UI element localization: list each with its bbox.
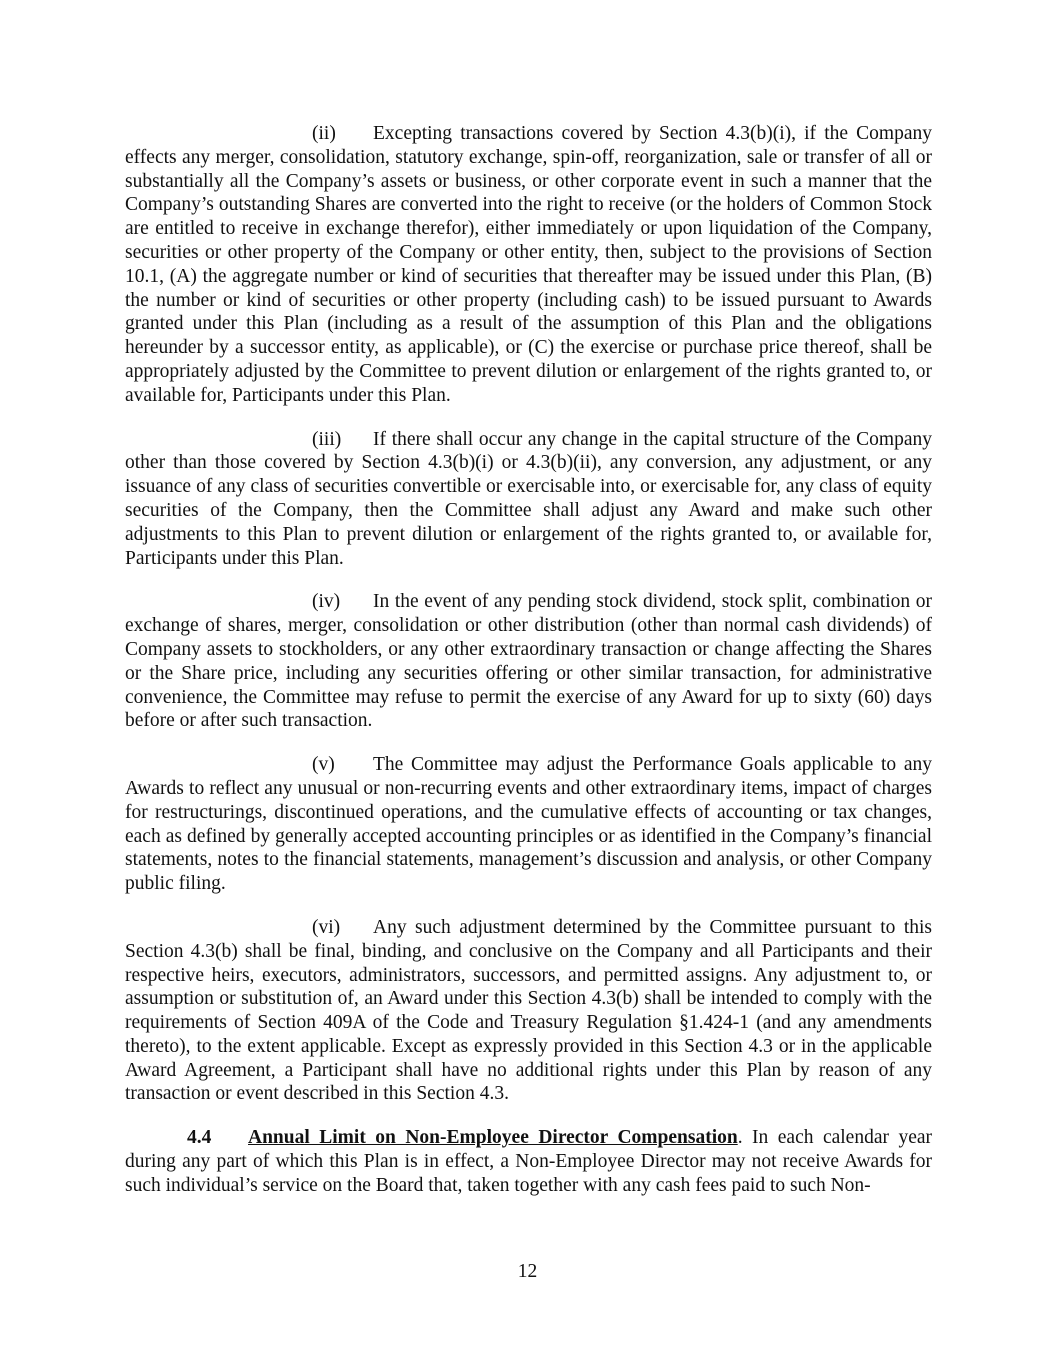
subsection-vi	[125, 916, 932, 1106]
section-4-4	[125, 1126, 932, 1197]
section-text: . In each calendar year during any part of which this Plan is in effect, a Non-Employee Director may not receive Awards for such individual’s service on the Board that, taken together with any cash fees paid to such Non-	[125, 1127, 932, 1196]
subsection-number: (vi)	[312, 916, 341, 938]
subsection-iii	[125, 428, 932, 571]
section-number: 4.4	[187, 1127, 212, 1149]
subsection-text: Any such adjustment determined by the Committee pursuant to this Section 4.3(b) shall be final, binding, and conclusive on the Company and all Participants and their respective heirs, executors, administrators, successors, and permitted assigns. Any adjustment to, or assumption or substitution of, an Award under this Section 4.3(b) shall be intended to comply with the requirements of Section 409A of the Code and Treasury Regulation §1.424-1 (and any amendments thereto), to the extent applicable. Except as expressly provided in this Section 4.3 or in the applicable Award Agreement, a Participant shall have no additional rights under this Plan by reason of any transaction or event described in this Section 4.3.	[125, 916, 932, 1105]
section-title: Annual Limit on Non-Employee Director Compensation	[248, 1127, 738, 1149]
subsection-number: (ii)	[312, 123, 336, 144]
page-number: 12	[517, 1261, 538, 1282]
subsection-number: (iv)	[312, 591, 341, 613]
subsection-text: Excepting transactions covered by Section 4.3(b)(i), if the Company effects any merger, consolidation, statutory exchange, spin-off, reorganization, sale or transfer of all or substantially all the Company’s assets or business, or other corporate event in such a manner that the Company’s outstanding Shares are converted into the right to receive (or the holders of Common Stock are entitled to receive in exchange therefor), either immediately or upon liquidation of the Company, securities or other property of the Company or other entity, then, subject to the provisions of Section 10.1, (A) the aggregate number or kind of securities that thereafter may be issued under this Plan, (B) the number or kind of securities or other property (including cash) to be issued pursuant to Awards granted under this Plan (including as a result of the assumption of this Plan and the obligations hereunder by a successor entity, as applicable), or (C) the exercise or purchase price thereof, shall be appropriately adjusted by the Committee to prevent dilution or enlargement of the rights granted to, or available for, Participants under this Plan.	[125, 123, 932, 406]
subsection-number: (iii)	[312, 428, 342, 450]
subsection-number: (v)	[312, 754, 335, 776]
subsection-text: If there shall occur any change in the capital structure of the Company other than those covered by Section 4.3(b)(i) or 4.3(b)(ii), any conversion, any adjustment, or any issuance of any class of securities convertible or exercisable into, or exercisable for, any class of equity securities of the Company, then the Committee shall adjust any Award and make such other adjustments to this Plan to prevent dilution or enlargement of the rights granted to, or available for, Participants under this Plan.	[125, 428, 932, 569]
subsection-ii	[125, 122, 932, 408]
subsection-v	[125, 753, 932, 896]
subsection-text: In the event of any pending stock dividend, stock split, combination or exchange of shares, merger, consolidation or other distribution (other than normal cash dividends) of Company assets to stockholders, or any other extraordinary transaction or change affecting the Shares or the Share price, including any securities offering or other similar transaction, for administrative convenience, the Committee may refuse to permit the exercise of any Award for up to sixty (60) days before or after such transaction.	[125, 591, 932, 732]
document-page	[125, 122, 932, 1218]
subsection-text: The Committee may adjust the Performance Goals applicable to any Awards to reflect any unusual or non-recurring events and other extraordinary items, impact of charges for restructurings, discontinued operations, and the cumulative effects of accounting or tax changes, each as defined by generally accepted accounting principles or as identified in the Company’s financial statements, notes to the financial statements, management’s discussion and analysis, or other Company public filing.	[125, 754, 932, 895]
subsection-iv	[125, 590, 932, 733]
